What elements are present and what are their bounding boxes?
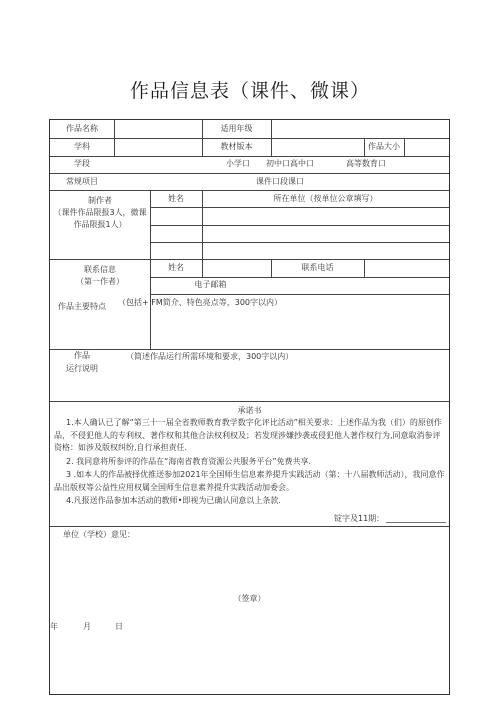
runtime-hint: （简述作品运行所需环境和要求，300字以内）	[126, 352, 294, 361]
col-divider	[404, 138, 405, 156]
subject-field[interactable]	[116, 140, 201, 154]
author-name-field[interactable]	[152, 244, 200, 258]
row-divider	[150, 294, 449, 295]
row-divider	[50, 190, 449, 191]
runtime-label: 作品	[74, 351, 90, 360]
date-year-label: 年	[50, 622, 58, 631]
grade-field[interactable]	[273, 122, 447, 136]
subject-label: 学科	[74, 142, 90, 151]
pledge-clause-2: 2. 我同意将所参评的作品在“海南省教育资源公共服务平台”免费共享.	[66, 457, 312, 466]
row-divider	[50, 156, 449, 157]
date-month-label: 月	[83, 622, 91, 631]
pledge-clause-3: 3 .如本人的作品被择优推送参加2021年全国师生信息素养提升实践活动（第：十八届教师活动），我同意作品出版权等公益性应用权属全国师生信息素养提升实践活动加委会。	[54, 470, 445, 492]
features-hint: （包括+ FM简介、特色亮点等，300字以内）	[118, 298, 283, 307]
school-opinion-label: 单位（学校）意见：	[63, 530, 135, 539]
row-divider	[50, 173, 449, 174]
author-unit-field[interactable]	[204, 227, 447, 241]
features-label: 作品主要特点	[58, 302, 106, 311]
textbook-field[interactable]	[273, 140, 363, 154]
stage-options[interactable]: 小学口 初中口高中口 高等数育口	[226, 159, 386, 168]
date-day-label: 日	[115, 622, 123, 631]
author-unit-field[interactable]	[204, 209, 447, 223]
signature-date-label: 锭字及11期：	[334, 514, 385, 523]
row-divider	[150, 242, 449, 243]
signature-date-field[interactable]	[386, 522, 446, 523]
row-divider	[50, 138, 449, 139]
textbook-label: 教材版本	[220, 142, 253, 151]
author-name-header: 姓名	[168, 194, 184, 203]
stage-label: 学段	[74, 159, 90, 168]
author-name-field[interactable]	[152, 209, 200, 223]
pledge-title: 承诺书	[237, 406, 262, 415]
row-divider	[50, 526, 449, 527]
row-divider	[150, 207, 449, 208]
author-unit-header: 所在单位（按单位公章填写）	[273, 194, 378, 203]
contact-email-field[interactable]	[273, 278, 448, 292]
author-limit-note: 作品限报1人）	[73, 220, 127, 229]
col-divider	[114, 120, 115, 138]
regular-options[interactable]: 课件口段课口	[256, 177, 304, 186]
row-divider	[50, 401, 449, 402]
pledge-clause-4: 4.凡报送作品参加本活动的教师•即视为已确认同意以上条款.	[66, 496, 281, 505]
size-label: 作品大小	[368, 142, 400, 151]
col-divider	[202, 259, 203, 277]
col-divider	[271, 138, 272, 156]
school-opinion-field[interactable]	[63, 540, 443, 590]
grade-label: 适用年级	[220, 124, 253, 133]
author-name-field[interactable]	[152, 227, 200, 241]
work-name-field[interactable]	[116, 122, 201, 136]
contact-note: （第一作者）	[76, 277, 124, 286]
contact-label: 联系信息	[84, 265, 116, 274]
row-divider	[150, 225, 449, 226]
contact-email-label: 电子邮箱	[194, 280, 227, 289]
form-title: 作品信息表（课件、微课）	[129, 80, 370, 102]
pledge-clause-1: 1.本人确认已了解“第三十一届全省教师教育教学数字化评比活动”相关要求：上述作品为我（们）的原创作品，不侵犯他人的专利权、著作权和其他合法权利权及；若发现涉嫌抄袭或侵犯他人著作权行为,同意取消参评资格：如涉及版权纠纷,自行承担责任.	[54, 418, 442, 453]
author-label: 制作者	[88, 196, 112, 205]
runtime-label: 运行说明	[66, 364, 98, 373]
row-divider	[50, 259, 449, 260]
contact-phone-label: 联系电话	[301, 263, 334, 272]
size-field[interactable]	[406, 140, 448, 154]
author-unit-field[interactable]	[204, 244, 447, 258]
col-divider	[271, 120, 272, 138]
regular-label: 常规项目	[66, 177, 98, 186]
col-divider	[114, 138, 115, 156]
work-info-form	[49, 119, 450, 695]
contact-name-label: 姓名	[168, 263, 184, 272]
seal-label: （签章）	[233, 594, 266, 603]
work-name-label: 作品名称	[66, 124, 98, 133]
contact-phone-field[interactable]	[366, 261, 448, 275]
author-limit-note: （课件作品限报3人，微课	[53, 208, 147, 217]
col-divider	[364, 259, 365, 277]
contact-name-field[interactable]	[204, 261, 270, 275]
